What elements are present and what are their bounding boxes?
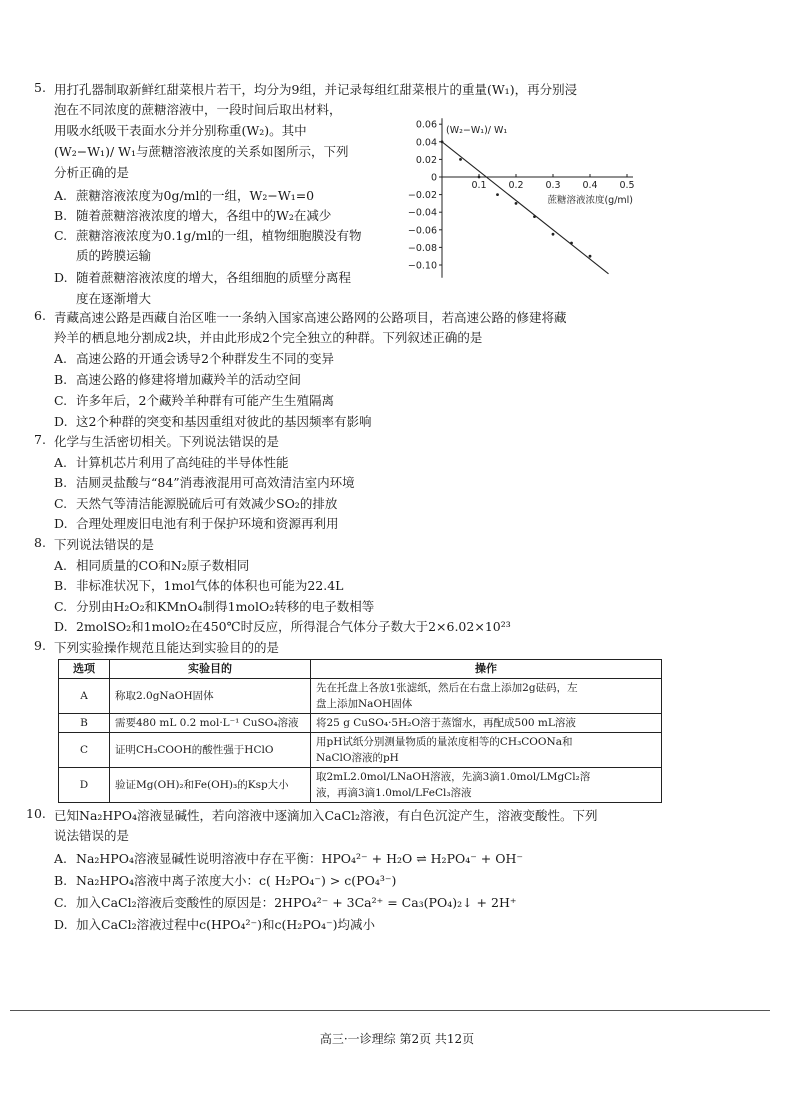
concentration-chart — [398, 108, 635, 283]
y-tick-label: −0.08 — [407, 242, 437, 254]
y-tick-label: −0.04 — [407, 207, 437, 219]
option-a: A. 高速公路的开通会诱导2个种群发生不同的变异 — [54, 351, 334, 366]
table-row — [59, 679, 662, 714]
x-tick-label: 0.2 — [508, 180, 524, 191]
table-cell-operation: 将25 g CuSO₄·5H₂O溶于蒸馏水，再配成500 mL溶液 — [311, 714, 662, 733]
option-c: C. 天然气等清洁能源脱硫后可有效减少SO₂的排放 — [54, 496, 338, 511]
y-tick-label: −0.06 — [407, 225, 437, 237]
option-a: A. 蔗糖溶液浓度为0g/ml的一组，W₂−W₁=0 — [54, 188, 315, 203]
table-cell-operation: 用pH试纸分别测量物质的量浓度相等的CH₃COONa和 NaClO溶液的pH — [311, 733, 662, 768]
table-row — [59, 733, 662, 768]
option-c-cont: 质的跨膜运输 — [76, 248, 152, 263]
data-point — [496, 193, 499, 196]
data-point — [533, 215, 536, 218]
table-header-row — [59, 660, 662, 679]
question-stem-line: 青藏高速公路是西藏自治区唯一一条纳入国家高速公路网的公路项目，若高速公路的修建将藏 — [54, 310, 567, 325]
option-a: A. 计算机芯片利用了高纯硅的半导体性能 — [54, 455, 289, 470]
table-cell-option: A — [59, 679, 110, 714]
data-point — [515, 202, 518, 205]
table-cell-purpose: 称取2.0gNaOH固体 — [110, 679, 311, 714]
table-row — [59, 714, 662, 733]
x-tick-label: 0.5 — [619, 180, 635, 191]
data-point — [552, 233, 555, 236]
option-a: A. 相同质量的CO和N₂原子数相同 — [54, 558, 250, 573]
table-header: 操作 — [311, 660, 662, 679]
option-b: B. 随着蔗糖溶液浓度的增大，各组中的W₂在减少 — [54, 208, 332, 223]
table-cell-option: C — [59, 733, 110, 768]
question-number: 8. — [34, 535, 46, 550]
question-stem-line: 分析正确的是 — [54, 165, 130, 180]
option-d: D. 随着蔗糖溶液浓度的增大，各组细胞的质壁分离程 — [54, 270, 352, 285]
option-d: D. 这2个种群的突变和基因重组对彼此的基因频率有影响 — [54, 414, 372, 429]
option-c: C. 加入CaCl₂溶液后变酸性的原因是：2HPO₄²⁻ + 3Ca²⁺ = Ca₃(PO₄)₂↓ + 2H⁺ — [54, 895, 517, 910]
question-stem-line: 下列实验操作规范且能达到实验目的的是 — [54, 640, 280, 655]
option-b: B. 洁厕灵盐酸与“84”消毒液混用可高效清洁室内环境 — [54, 475, 355, 490]
option-d: D. 合理处理废旧电池有利于保护环境和资源再利用 — [54, 516, 339, 531]
question-number: 10. — [26, 806, 46, 821]
data-point — [459, 158, 462, 161]
question-stem-line: 化学与生活密切相关。下列说法错误的是 — [54, 434, 280, 449]
table-cell-purpose: 验证Mg(OH)₂和Fe(OH)₃的Ksp大小 — [110, 768, 311, 803]
question-stem-line: 已知Na₂HPO₄溶液显碱性，若向溶液中逐滴加入CaCl₂溶液，有白色沉淀产生，溶液变酸性。下列 — [54, 808, 598, 823]
data-point — [478, 176, 481, 179]
table-cell-option: B — [59, 714, 110, 733]
option-d: D. 2molSO₂和1molO₂在450℃时反应，所得混合气体分子数大于2×6.02×10²³ — [54, 619, 511, 634]
x-tick-label: 0.4 — [582, 180, 598, 191]
y-tick-label: 0 — [430, 172, 437, 184]
table-row — [59, 768, 662, 803]
option-c: C. 蔗糖溶液浓度为0.1g/ml的一组，植物细胞膜没有物 — [54, 228, 362, 243]
question-number: 5. — [34, 80, 46, 95]
experiment-table — [58, 659, 662, 803]
option-c: C. 分别由H₂O₂和KMnO₄制得1molO₂转移的电子数相等 — [54, 599, 375, 614]
y-tick-label: 0.06 — [415, 119, 437, 131]
table-cell-purpose: 证明CH₃COOH的酸性强于HClO — [110, 733, 311, 768]
page-divider — [10, 1010, 770, 1011]
question-stem-line: (W₂−W₁)/ W₁与蔗糖溶液浓度的关系如图所示，下列 — [54, 144, 349, 159]
page-footer: 高三·一诊理综 第2页 共12页 — [319, 1032, 475, 1046]
question-number: 9. — [34, 638, 46, 653]
data-point — [570, 242, 573, 245]
y-axis-label: (W₂−W₁)/ W₁ — [446, 125, 508, 137]
question-stem-line: 羚羊的栖息地分割成2块，并由此形成2个完全独立的种群。下列叙述正确的是 — [54, 330, 483, 345]
x-tick-label: 0.1 — [471, 180, 487, 191]
option-c: C. 许多年后，2个藏羚羊种群有可能产生生殖隔离 — [54, 393, 334, 408]
table-cell-option: D — [59, 768, 110, 803]
y-tick-label: −0.10 — [407, 260, 437, 272]
option-b: B. 非标准状况下，1mol气体的体积也可能为22.4L — [54, 578, 344, 593]
option-d-cont: 度在逐渐增大 — [76, 291, 152, 306]
table-header: 选项 — [59, 660, 110, 679]
y-tick-label: 0.04 — [415, 137, 437, 149]
table-cell-operation: 先在托盘上各放1张滤纸，然后在右盘上添加2g砝码，左 盘上添加NaOH固体 — [311, 679, 662, 714]
y-tick-label: 0.02 — [415, 154, 437, 166]
option-b: B. 高速公路的修建将增加藏羚羊的活动空间 — [54, 372, 302, 387]
option-b: B. Na₂HPO₄溶液中离子浓度大小：c( H₂PO₄⁻) > c(PO₄³⁻) — [54, 873, 397, 888]
series-line — [442, 142, 609, 274]
question-number: 7. — [34, 432, 46, 447]
question-stem-line: 说法错误的是 — [54, 828, 130, 843]
table-cell-operation: 取2mL2.0mol/LNaOH溶液，先滴3滴1.0mol/LMgCl₂溶 液，再滴3滴1.0mol/LFeCl₃溶液 — [311, 768, 662, 803]
question-number: 6. — [34, 308, 46, 323]
question-stem-line: 用吸水纸吸干表面水分并分别称重(W₂)。其中 — [54, 123, 307, 138]
data-point — [589, 255, 592, 258]
question-stem-line: 泡在不同浓度的蔗糖溶液中，一段时间后取出材料， — [54, 102, 342, 117]
x-tick-label: 0.3 — [545, 180, 561, 191]
table-header: 实验目的 — [110, 660, 311, 679]
data-point — [441, 140, 444, 143]
question-stem-line: 用打孔器制取新鲜红甜菜根片若干，均分为9组，并记录每组红甜菜根片的重量(W₁)，再分别浸 — [54, 82, 578, 97]
option-d: D. 加入CaCl₂溶液过程中c(HPO₄²⁻)和c(H₂PO₄⁻)均减小 — [54, 917, 375, 932]
option-a: A. Na₂HPO₄溶液显碱性说明溶液中存在平衡：HPO₄²⁻ + H₂O ⇌ H₂PO₄⁻ + OH⁻ — [54, 851, 523, 866]
x-axis-label: 蔗糖溶液浓度(g/ml) — [547, 195, 633, 206]
table-cell-purpose: 需要480 mL 0.2 mol·L⁻¹ CuSO₄溶液 — [110, 714, 311, 733]
question-stem-line: 下列说法错误的是 — [54, 537, 155, 552]
y-tick-label: −0.02 — [407, 190, 437, 202]
